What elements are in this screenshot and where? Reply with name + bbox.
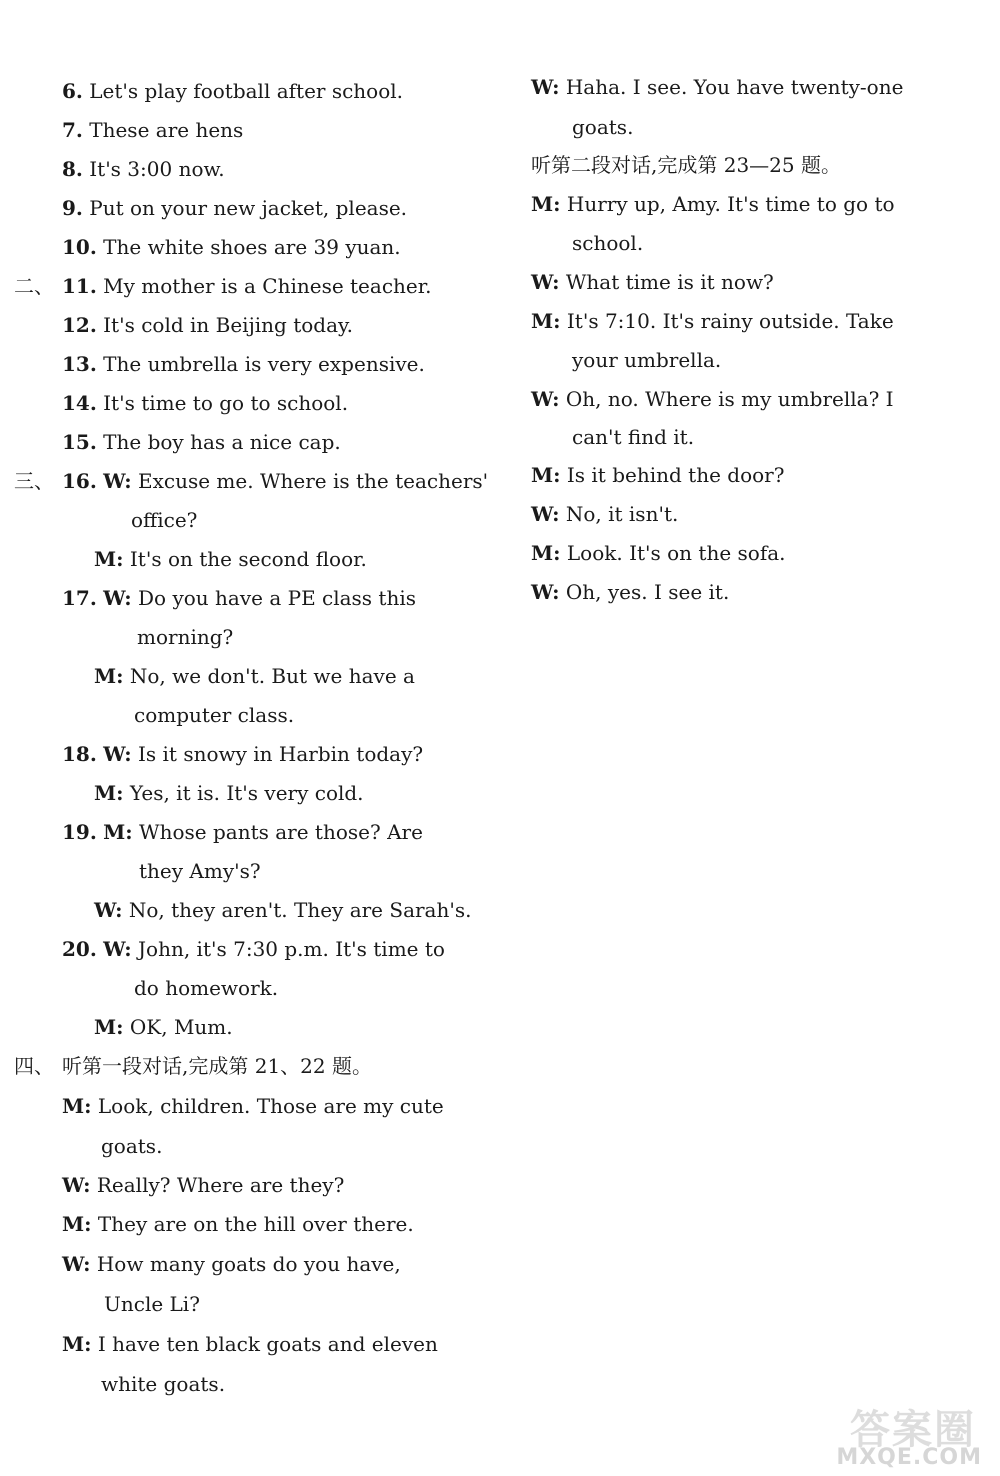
line-text: It's on the second floor.	[129, 547, 367, 571]
item-number: 15.	[62, 430, 97, 454]
dialogue-a-line	[62, 1172, 344, 1198]
line-text: Excuse me. Where is the teachers'	[138, 469, 489, 493]
section-3-label: 三、	[14, 469, 54, 493]
speaker-label: W:	[62, 1252, 91, 1276]
speaker-label: M:	[62, 1332, 92, 1356]
dialogue-b-line	[531, 191, 895, 217]
item-number: 16.	[62, 469, 97, 493]
watermark-site: MXQE.COM	[836, 1445, 982, 1470]
line-text: No, we don't. But we have a	[129, 664, 415, 688]
speaker-label: M:	[531, 463, 561, 487]
speaker-label: W:	[62, 1173, 91, 1197]
speaker-label: W:	[103, 937, 132, 961]
line-text: What time is it now?	[565, 270, 774, 294]
dialogue-a-line	[62, 1211, 414, 1237]
dialogue-b-line	[531, 579, 729, 605]
speaker-label: W:	[531, 270, 560, 294]
dialogue-a-line	[62, 1331, 438, 1357]
line-text: Put on your new jacket, please.	[89, 196, 408, 220]
speaker-label: W:	[103, 742, 132, 766]
line-text: Oh, yes. I see it.	[565, 580, 730, 604]
item-number: 14.	[62, 391, 97, 415]
section-4-label: 四、	[14, 1054, 54, 1078]
listening-line-13	[62, 351, 425, 377]
dialogue-b-continuation: your umbrella.	[572, 348, 722, 372]
line-text: Let's play football after school.	[89, 79, 403, 103]
item-number: 12.	[62, 313, 97, 337]
item-number: 10.	[62, 235, 97, 259]
dialogue-19-reply	[94, 897, 471, 923]
dialogue-b-continuation: school.	[572, 231, 644, 255]
dialogue-17-reply-continuation: computer class.	[134, 703, 295, 727]
listening-line-14	[62, 390, 348, 416]
line-text: Look. It's on the sofa.	[566, 541, 786, 565]
line-text: John, it's 7:30 p.m. It's time to	[138, 937, 445, 961]
dialogue-a-line	[62, 1251, 401, 1277]
dialogue-b-continuation: can't find it.	[572, 425, 695, 449]
dialogue-19-continuation: they Amy's?	[139, 859, 261, 883]
dialogue-a-continuation: goats.	[101, 1134, 163, 1158]
line-text: OK, Mum.	[129, 1015, 233, 1039]
dialogue-a-line	[531, 74, 903, 100]
dialogue-20-reply	[94, 1014, 233, 1040]
speaker-label: M:	[94, 547, 124, 571]
dialogue-20-line	[62, 936, 445, 962]
line-text: Haha. I see. You have twenty-one	[565, 75, 904, 99]
line-text: They are on the hill over there.	[97, 1212, 414, 1236]
line-text: Is it behind the door?	[566, 463, 785, 487]
dialogue-18-line	[62, 741, 423, 767]
dialogue-17-reply	[94, 663, 415, 689]
line-text: No, it isn't.	[565, 502, 679, 526]
speaker-label: W:	[94, 898, 123, 922]
listening-line-6	[62, 78, 403, 104]
item-number: 17.	[62, 586, 97, 610]
item-number: 6.	[62, 79, 83, 103]
speaker-label: M:	[94, 781, 124, 805]
item-number: 9.	[62, 196, 83, 220]
speaker-label: W:	[531, 75, 560, 99]
speaker-label: W:	[103, 469, 132, 493]
line-text: Yes, it is. It's very cold.	[129, 781, 364, 805]
section-4-instruction-2: 听第二段对话,完成第 23—25 题。	[531, 153, 841, 177]
line-text: Really? Where are they?	[96, 1173, 345, 1197]
dialogue-16-reply	[94, 546, 367, 572]
line-text: It's cold in Beijing today.	[103, 313, 354, 337]
item-number: 8.	[62, 157, 83, 181]
dialogue-a-continuation: white goats.	[101, 1372, 226, 1396]
listening-line-7	[62, 117, 243, 143]
line-text: It's 7:10. It's rainy outside. Take	[566, 309, 894, 333]
section-4-instruction: 听第一段对话,完成第 21、22 题。	[62, 1054, 372, 1078]
dialogue-b-line	[531, 540, 786, 566]
listening-line-10	[62, 234, 401, 260]
line-text: It's 3:00 now.	[89, 157, 225, 181]
line-text: Look, children. Those are my cute	[97, 1094, 444, 1118]
listening-line-15	[62, 429, 341, 455]
speaker-label: M:	[62, 1094, 92, 1118]
speaker-label: M:	[531, 541, 561, 565]
speaker-label: M:	[62, 1212, 92, 1236]
dialogue-a-line	[62, 1093, 444, 1119]
line-text: How many goats do you have,	[96, 1252, 401, 1276]
dialogue-20-continuation: do homework.	[134, 976, 279, 1000]
item-number: 18.	[62, 742, 97, 766]
line-text: My mother is a Chinese teacher.	[103, 274, 432, 298]
line-text: Is it snowy in Harbin today?	[138, 742, 424, 766]
dialogue-17-continuation: morning?	[137, 625, 234, 649]
item-number: 11.	[62, 274, 97, 298]
dialogue-b-line	[531, 501, 678, 527]
listening-line-11	[62, 273, 431, 299]
watermark-logo: 答案圈	[850, 1407, 976, 1453]
speaker-label: W:	[531, 387, 560, 411]
speaker-label: M:	[531, 309, 561, 333]
dialogue-17-line	[62, 585, 416, 611]
line-text: The umbrella is very expensive.	[103, 352, 425, 376]
line-text: No, they aren't. They are Sarah's.	[128, 898, 472, 922]
line-text: Whose pants are those? Are	[139, 820, 423, 844]
dialogue-b-line	[531, 462, 784, 488]
site-watermark	[832, 1398, 982, 1470]
line-text: The boy has a nice cap.	[103, 430, 341, 454]
dialogue-19-line	[62, 819, 423, 845]
line-text: It's time to go to school.	[103, 391, 349, 415]
item-number: 20.	[62, 937, 97, 961]
dialogue-b-line	[531, 269, 774, 295]
listening-line-12	[62, 312, 353, 338]
item-number: 13.	[62, 352, 97, 376]
listening-line-9	[62, 195, 407, 221]
item-number: 19.	[62, 820, 97, 844]
dialogue-18-reply	[94, 780, 364, 806]
item-number: 7.	[62, 118, 83, 142]
listening-line-8	[62, 156, 225, 182]
dialogue-a-continuation: Uncle Li?	[104, 1292, 200, 1316]
dialogue-16-continuation: office?	[131, 508, 198, 532]
line-text: These are hens	[89, 118, 244, 142]
speaker-label: W:	[531, 502, 560, 526]
dialogue-b-line	[531, 386, 894, 412]
speaker-label: W:	[103, 586, 132, 610]
line-text: Oh, no. Where is my umbrella? I	[565, 387, 894, 411]
line-text: Hurry up, Amy. It's time to go to	[566, 192, 895, 216]
speaker-label: M:	[94, 664, 124, 688]
line-text: I have ten black goats and eleven	[97, 1332, 438, 1356]
dialogue-a-continuation: goats.	[572, 115, 634, 139]
speaker-label: M:	[94, 1015, 124, 1039]
dialogue-16-line	[62, 468, 488, 494]
line-text: Do you have a PE class this	[138, 586, 417, 610]
speaker-label: M:	[531, 192, 561, 216]
dialogue-b-line	[531, 308, 894, 334]
speaker-label: W:	[531, 580, 560, 604]
speaker-label: M:	[103, 820, 133, 844]
section-2-label: 二、	[14, 274, 54, 298]
line-text: The white shoes are 39 yuan.	[103, 235, 401, 259]
